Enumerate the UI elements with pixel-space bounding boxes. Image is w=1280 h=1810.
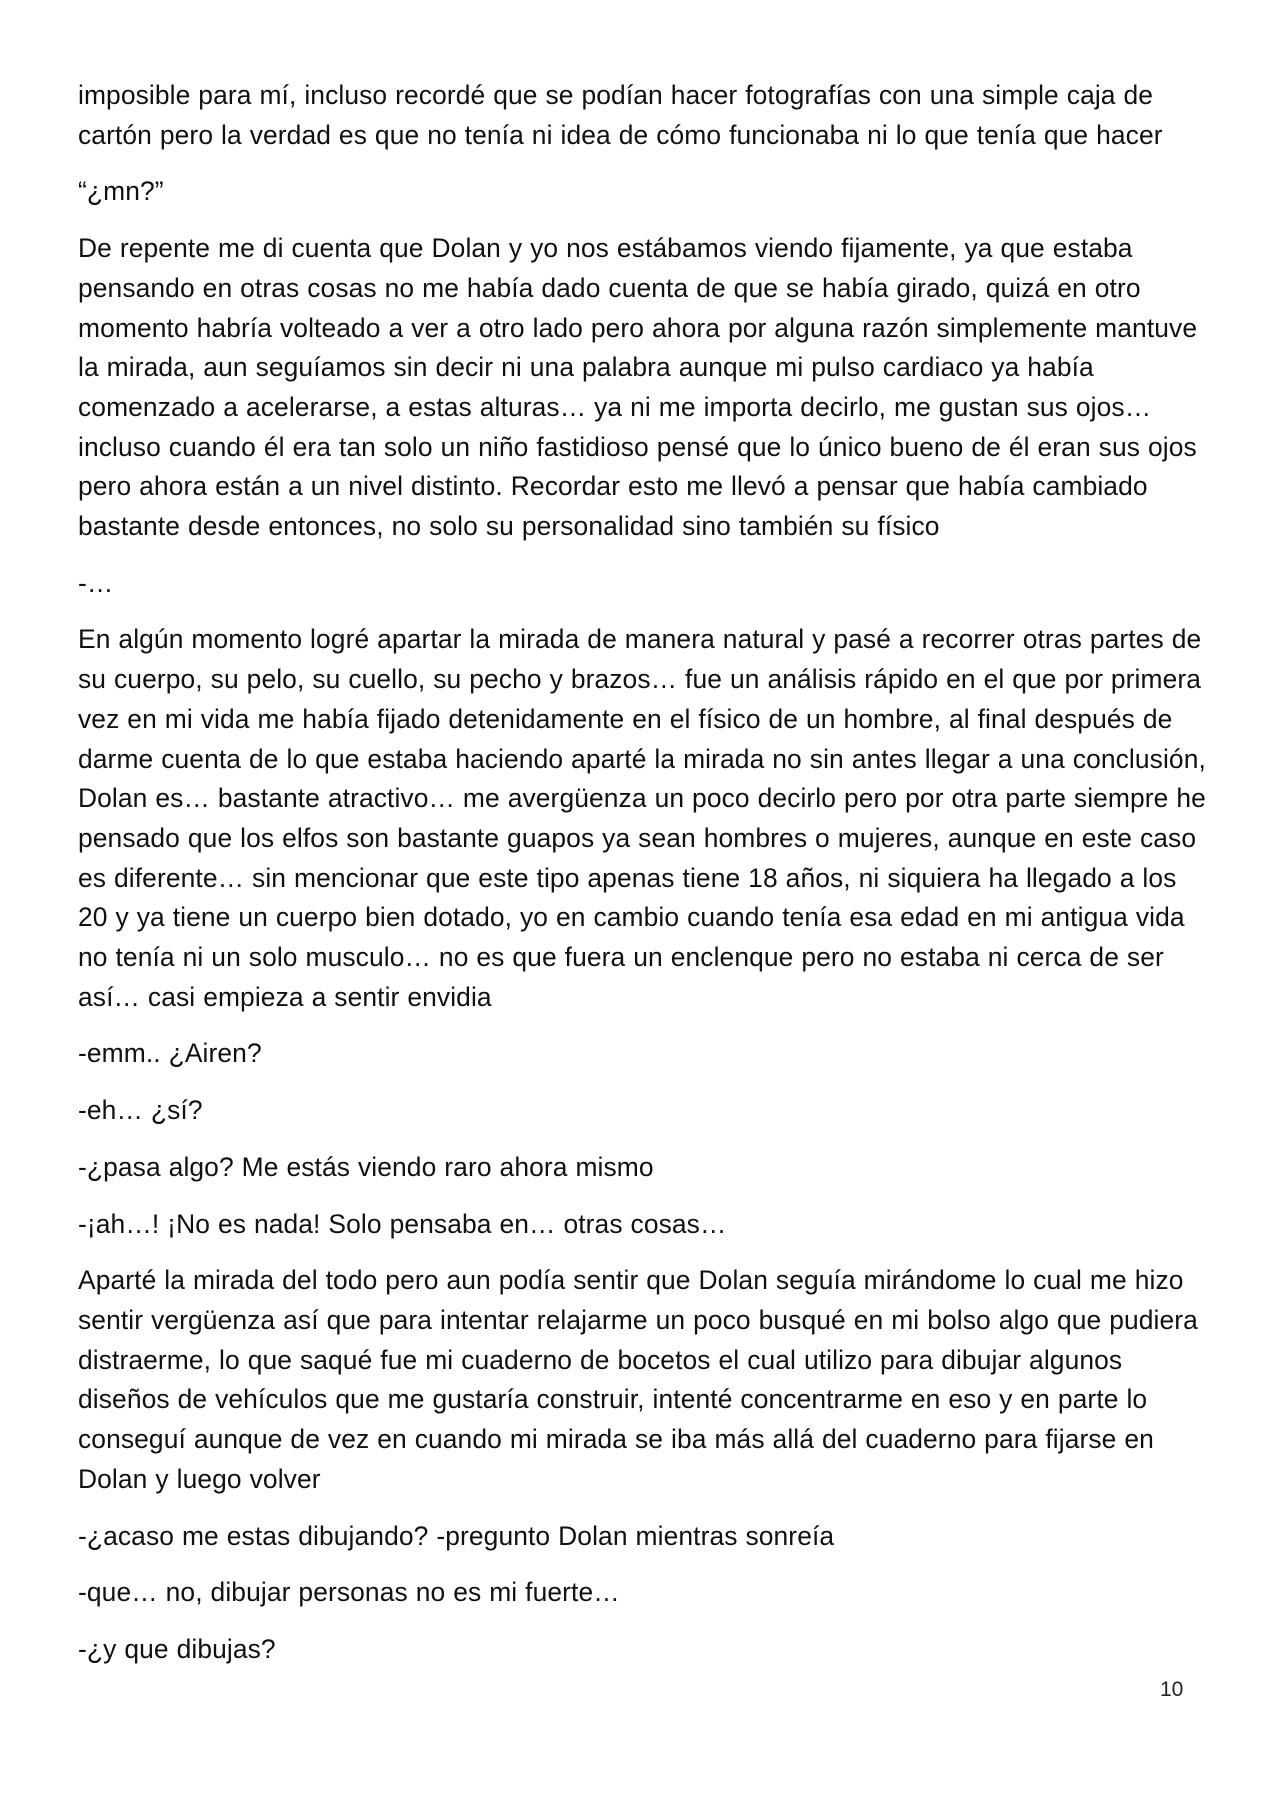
paragraph-dialogue: -… <box>78 567 114 598</box>
paragraph-narration: De repente me di cuenta que Dolan y yo nos estábamos viendo fijamente, ya que estaba pensando en otras cosas no me había dado cuenta de que se había girado, quizá en otro momento habría volteado a ver a otro lado pero ahora por alguna razón simplemente mantuve la mirada, aun seguíamos sin decir ni una palabra aunque mi pulso cardiaco ya había comenzado a acelerarse, a estas alturas… ya ni me importa decirlo, me gustan sus ojos… incluso cuando él era tan solo un niño fastidioso pensé que lo único bueno de él eran sus ojos pero ahora están a un nivel distinto. Recordar esto me llevó a pensar que había cambiado bastante desde entonces, no solo su personalidad sino también su físico <box>78 233 1198 542</box>
paragraph-dialogue: -¿y que dibujas? <box>78 1633 276 1664</box>
paragraph-dialogue: -¡ah…! ¡No es nada! Solo pensaba en… otras cosas… <box>78 1208 727 1239</box>
paragraph-narration: En algún momento logré apartar la mirada de manera natural y pasé a recorrer otras partes de su cuerpo, su pelo, su cuello, su pecho y brazos… fue un análisis rápido en el que por primera vez en mi vida me había fijado detenidamente en el físico de un hombre, al final después de darme cuenta de lo que estaba haciendo aparté la mirada no sin antes llegar a una conclusión, Dolan es… bastante atractivo… me avergüenza un poco decirlo pero por otra parte siempre he pensado que los elfos son bastante guapos ya sean hombres o mujeres, aunque en este caso es diferente… sin mencionar que este tipo apenas tiene 18 años, ni siquiera ha llegado a los 20 y ya tiene un cuerpo bien dotado, yo en cambio cuando tenía esa edad en mi antigua vida no tenía ni un solo musculo… no es que fuera un enclenque pero no estaba ni cerca de ser así… casi empieza a sentir envidia <box>78 624 1206 1012</box>
paragraph-dialogue: -¿pasa algo? Me estás viendo raro ahora mismo <box>78 1151 654 1182</box>
page-number: 10 <box>1160 1678 1184 1701</box>
paragraph-dialogue: “¿mn?” <box>78 176 164 207</box>
paragraph-narration: Aparté la mirada del todo pero aun podía sentir que Dolan seguía mirándome lo cual me hizo sentir vergüenza así que para intentar relajarme un poco busqué en mi bolso algo que pudiera distraerme, lo que saqué fue mi cuaderno de bocetos el cual utilizo para dibujar algunos diseños de vehículos que me gustaría construir, intenté concentrarme en eso y en parte lo conseguí aunque de vez en cuando mi mirada se iba más allá del cuaderno para fijarse en Dolan y luego volver <box>78 1265 1198 1494</box>
paragraph-dialogue: -eh… ¿sí? <box>78 1095 203 1126</box>
paragraph-dialogue: -¿acaso me estas dibujando? -pregunto Dolan mientras sonreía <box>78 1520 835 1551</box>
paragraph-dialogue: -que… no, dibujar personas no es mi fuerte… <box>78 1577 620 1608</box>
paragraph-narration: imposible para mí, incluso recordé que se podían hacer fotografías con una simple caja de cartón pero la verdad es que no tenía ni idea de cómo funcionaba ni lo que tenía que hacer <box>78 80 1163 150</box>
page-body <box>78 76 1208 1687</box>
paragraph-dialogue: -emm.. ¿Airen? <box>78 1038 262 1069</box>
